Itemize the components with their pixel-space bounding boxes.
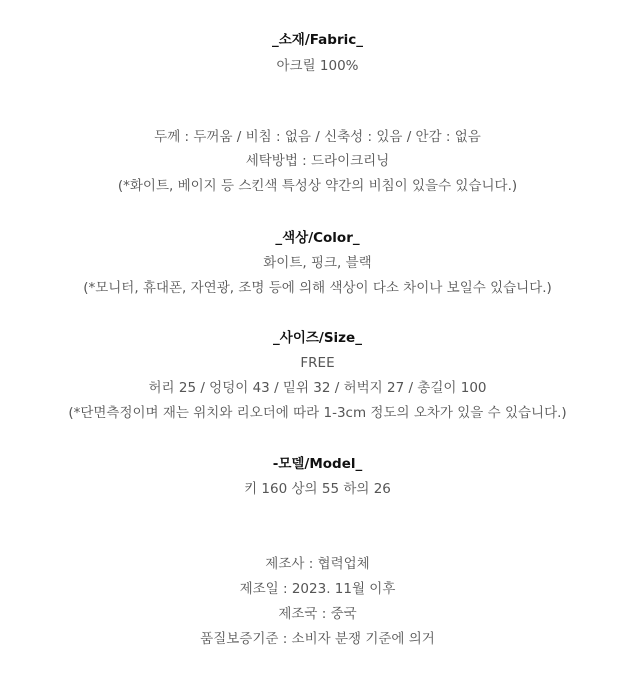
model-info: 키 160 상의 55 하의 26 [244, 481, 391, 497]
size-heading: _사이즈/Size_ [273, 330, 362, 346]
size-value: FREE [300, 355, 335, 371]
model-heading: -모델/Model_ [272, 456, 363, 472]
quality-warranty: 품질보증기준 : 소비자 분쟁 기준에 의거 [200, 631, 435, 647]
fabric-washing: 세탁방법 : 드라이크리닝 [245, 153, 390, 169]
manufacturer: 제조사 : 협력업체 [265, 556, 370, 572]
fabric-heading: _소재/Fabric_ [271, 32, 363, 48]
color-heading: _색상/Color_ [275, 230, 360, 246]
size-note: (*단면측정이며 재는 위치와 리오더에 따라 1-3cm 정도의 오차가 있을 수 있습니다.) [68, 405, 567, 421]
color-note: (*모니터, 휴대폰, 자연광, 조명 등에 의해 색상이 다소 차이나 보일수 있습니다.) [83, 280, 552, 296]
country-of-origin: 제조국 : 중국 [278, 606, 357, 622]
size-measurements: 허리 25 / 엉덩이 43 / 밑위 32 / 허벅지 27 / 총길이 100 [148, 380, 487, 396]
fabric-material: 아크릴 100% [276, 58, 359, 74]
manufacture-date: 제조일 : 2023. 11월 이후 [239, 581, 396, 597]
fabric-properties: 두께 : 두꺼움 / 비침 : 없음 / 신축성 : 있음 / 안감 : 없음 [154, 129, 481, 145]
fabric-note: (*화이트, 베이지 등 스킨색 특성상 약간의 비침이 있을수 있습니다.) [117, 178, 518, 194]
color-options: 화이트, 핑크, 블랙 [263, 255, 372, 271]
